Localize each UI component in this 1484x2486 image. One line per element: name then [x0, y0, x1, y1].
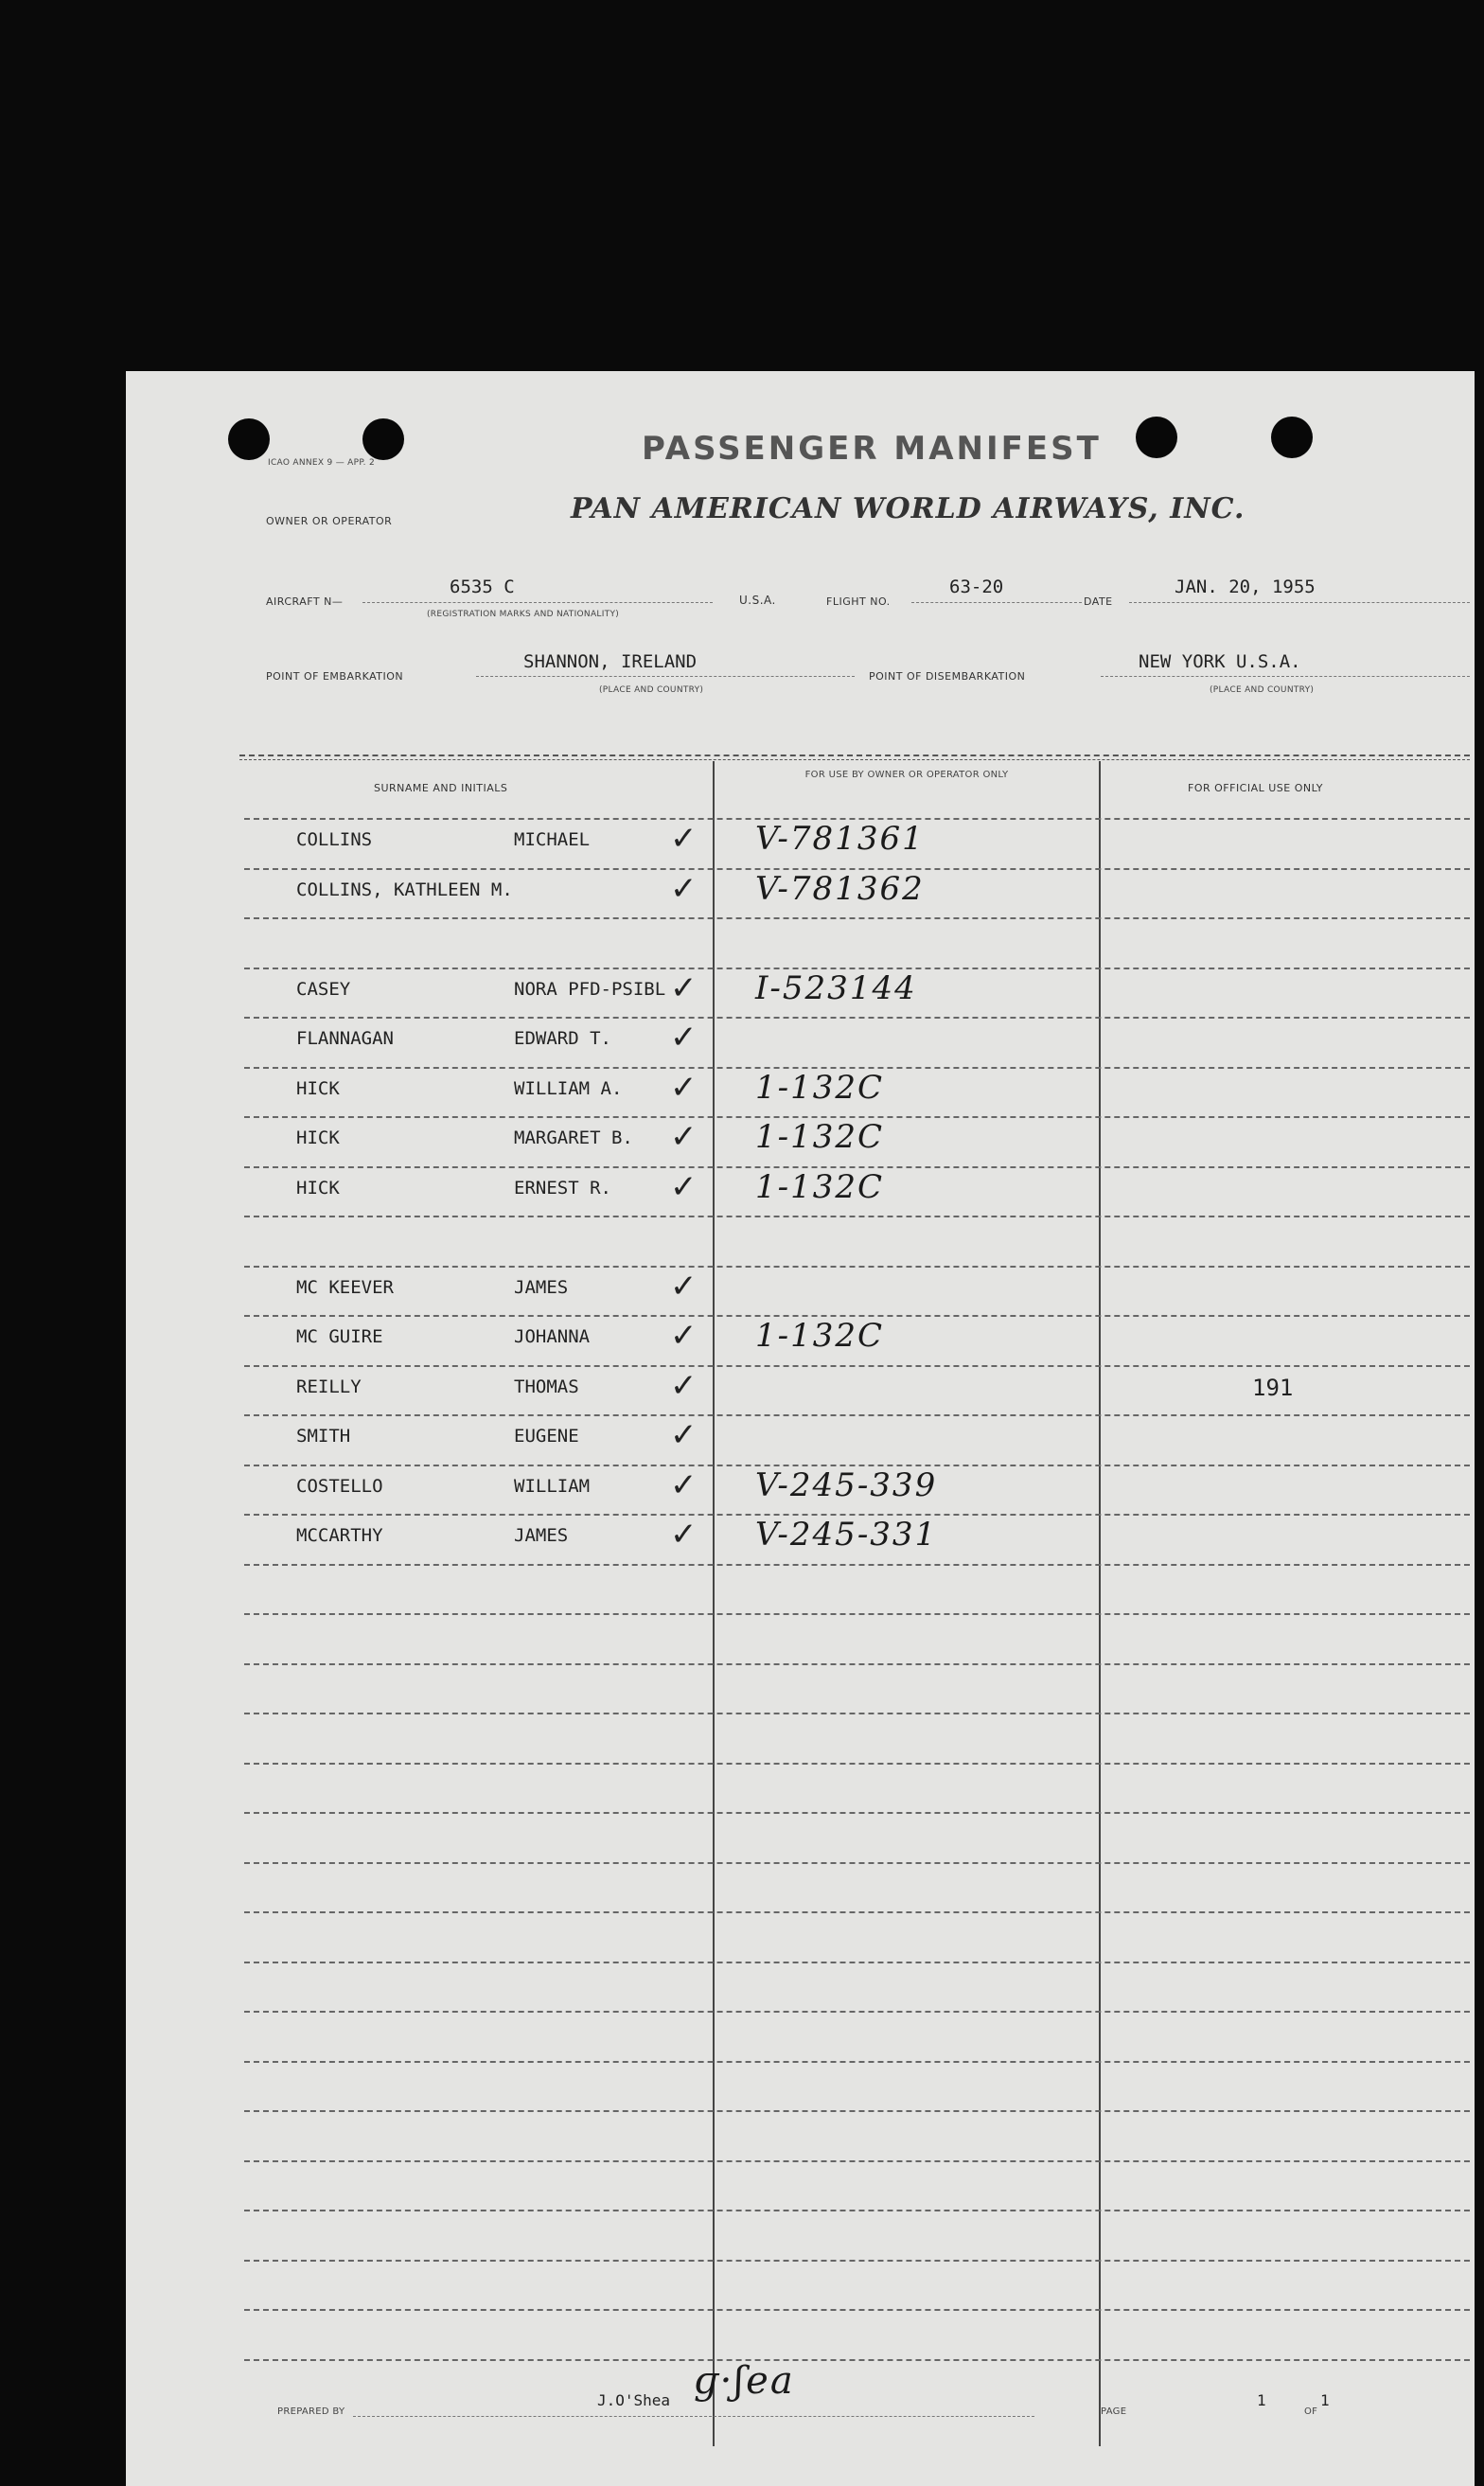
passenger-check: ✓ [670, 870, 698, 908]
passenger-given: JAMES [514, 1525, 569, 1546]
passenger-surname: REILLY [296, 1376, 362, 1397]
passenger-ref: I-523144 [755, 969, 917, 1007]
disembark-label: POINT OF DISEMBARKATION [869, 670, 1026, 683]
passenger-surname: MC KEEVER [296, 1277, 394, 1298]
of-value: 1 [1320, 2391, 1330, 2409]
page-label: PAGE [1101, 2406, 1127, 2417]
passenger-ref: 1-132C [755, 1168, 885, 1206]
row-rule [244, 2260, 1470, 2262]
row-rule [244, 2309, 1470, 2311]
column-header-owner-use: FOR USE BY OWNER OR OPERATOR ONLY [804, 770, 1009, 780]
passenger-ref: 1-132C [755, 1317, 885, 1355]
passenger-surname: HICK [296, 1078, 340, 1099]
disembark-sub: (PLACE AND COUNTRY) [1210, 685, 1315, 695]
aircraft-label: AIRCRAFT N— [266, 595, 344, 608]
passenger-given: MICHAEL [514, 829, 591, 850]
passenger-surname: COLLINS, KATHLEEN M. [296, 879, 513, 900]
passenger-check: ✓ [670, 1466, 698, 1504]
passenger-given: EDWARD T. [514, 1028, 611, 1049]
passenger-surname: FLANNAGAN [296, 1028, 394, 1049]
row-rule [244, 2160, 1470, 2162]
disembark-value: NEW YORK U.S.A. [1139, 651, 1301, 672]
punch-hole [228, 418, 270, 460]
aircraft-value: 6535 C [450, 577, 515, 597]
punch-hole [1271, 417, 1313, 458]
passenger-check: ✓ [670, 1118, 698, 1156]
aircraft-sub: (REGISTRATION MARKS AND NATIONALITY) [427, 610, 620, 619]
table-row [126, 868, 1475, 917]
passenger-check: ✓ [670, 820, 698, 858]
passenger-check: ✓ [670, 1516, 698, 1554]
embark-underline [476, 676, 855, 677]
passenger-ref: 1-132C [755, 1118, 885, 1156]
column-header-surname: SURNAME AND INITIALS [374, 782, 508, 794]
passenger-surname: COLLINS [296, 829, 373, 850]
row-rule [244, 1663, 1470, 1665]
punch-hole [362, 418, 404, 460]
passenger-given: NORA PFD-PSIBL [514, 979, 666, 1000]
usa-label: U.S.A. [739, 594, 776, 607]
passenger-check: ✓ [670, 1317, 698, 1355]
table-row [126, 1067, 1475, 1116]
flight-label: FLIGHT NO. [826, 595, 891, 608]
passenger-given: THOMAS [514, 1376, 579, 1397]
passenger-ref: 1-132C [755, 1069, 885, 1107]
passenger-given: JOHANNA [514, 1326, 591, 1347]
passenger-check: ✓ [670, 1367, 698, 1405]
row-rule [244, 2011, 1470, 2013]
row-rule [244, 1564, 1470, 1566]
passenger-check: ✓ [670, 969, 698, 1007]
row-rule [244, 1713, 1470, 1714]
passenger-surname: HICK [296, 1178, 340, 1199]
passenger-given: WILLIAM A. [514, 1078, 623, 1099]
passenger-check: ✓ [670, 1019, 698, 1057]
embark-value: SHANNON, IRELAND [523, 651, 698, 672]
row-rule [244, 917, 1470, 919]
passenger-surname: SMITH [296, 1426, 351, 1447]
row-rule [244, 1862, 1470, 1864]
row-rule [244, 1812, 1470, 1814]
form-title: PASSENGER MANIFEST [642, 430, 1102, 468]
passenger-given: EUGENE [514, 1426, 579, 1447]
date-value: JAN. 20, 1955 [1175, 577, 1316, 597]
passenger-check: ✓ [670, 1416, 698, 1454]
table-row [126, 1017, 1475, 1066]
flight-value: 63-20 [949, 577, 1004, 597]
prepared-label: PREPARED BY [277, 2406, 345, 2417]
passenger-surname: MCCARTHY [296, 1525, 383, 1546]
table-row [126, 1166, 1475, 1216]
disembark-underline [1101, 676, 1470, 677]
table-row [126, 818, 1475, 867]
passenger-surname: MC GUIRE [296, 1326, 383, 1347]
row-rule [244, 1613, 1470, 1615]
owner-value: PAN AMERICAN WORLD AIRWAYS, INC. [571, 492, 1246, 525]
passenger-surname: COSTELLO [296, 1476, 383, 1497]
table-row [126, 1116, 1475, 1165]
passenger-surname: HICK [296, 1128, 340, 1148]
row-rule [244, 1962, 1470, 1963]
row-rule [244, 2110, 1470, 2112]
passenger-check: ✓ [670, 1069, 698, 1107]
embark-label: POINT OF EMBARKATION [266, 670, 404, 683]
passenger-given: JAMES [514, 1277, 569, 1298]
prepared-signature: ɡ·ʃea [694, 2359, 795, 2403]
prepared-value: J.O'Shea [597, 2391, 671, 2409]
of-label: OF [1304, 2406, 1318, 2417]
owner-label: OWNER OR OPERATOR [266, 515, 393, 527]
punch-hole [1136, 417, 1177, 458]
passenger-ref: V-781361 [755, 820, 925, 858]
passenger-given: ERNEST R. [514, 1178, 611, 1199]
page-value: 1 [1257, 2391, 1266, 2409]
table-row [126, 1414, 1475, 1464]
date-underline [1129, 602, 1470, 603]
row-rule [244, 2359, 1470, 2361]
passenger-check: ✓ [670, 1168, 698, 1206]
row-rule [244, 2061, 1470, 2063]
passenger-ref: V-781362 [755, 870, 925, 908]
row-rule [244, 1216, 1470, 1217]
form-reference: ICAO ANNEX 9 — APP. 2 [268, 458, 376, 468]
row-rule [244, 1911, 1470, 1913]
flight-underline [911, 602, 1082, 603]
row-rule [244, 2210, 1470, 2211]
prepared-underline [353, 2416, 1034, 2417]
passenger-surname: CASEY [296, 979, 351, 1000]
passenger-ref: V-245-331 [755, 1516, 938, 1554]
official-number: 191 [1252, 1375, 1294, 1401]
passenger-given: WILLIAM [514, 1476, 591, 1497]
passenger-check: ✓ [670, 1268, 698, 1305]
row-rule [244, 1763, 1470, 1765]
table-row [126, 968, 1475, 1017]
table-row [126, 1266, 1475, 1315]
table-row [126, 1465, 1475, 1514]
table-row [126, 1315, 1475, 1364]
column-header-official: FOR OFFICIAL USE ONLY [1188, 782, 1324, 794]
passenger-given: MARGARET B. [514, 1128, 633, 1148]
date-label: DATE [1084, 595, 1113, 608]
table-row [126, 1514, 1475, 1563]
table-top-rule-2 [239, 759, 1470, 760]
aircraft-underline [362, 602, 713, 603]
manifest-sheet [126, 371, 1475, 2486]
embark-sub: (PLACE AND COUNTRY) [599, 685, 704, 695]
passenger-ref: V-245-339 [755, 1466, 938, 1504]
table-top-rule [239, 755, 1470, 756]
